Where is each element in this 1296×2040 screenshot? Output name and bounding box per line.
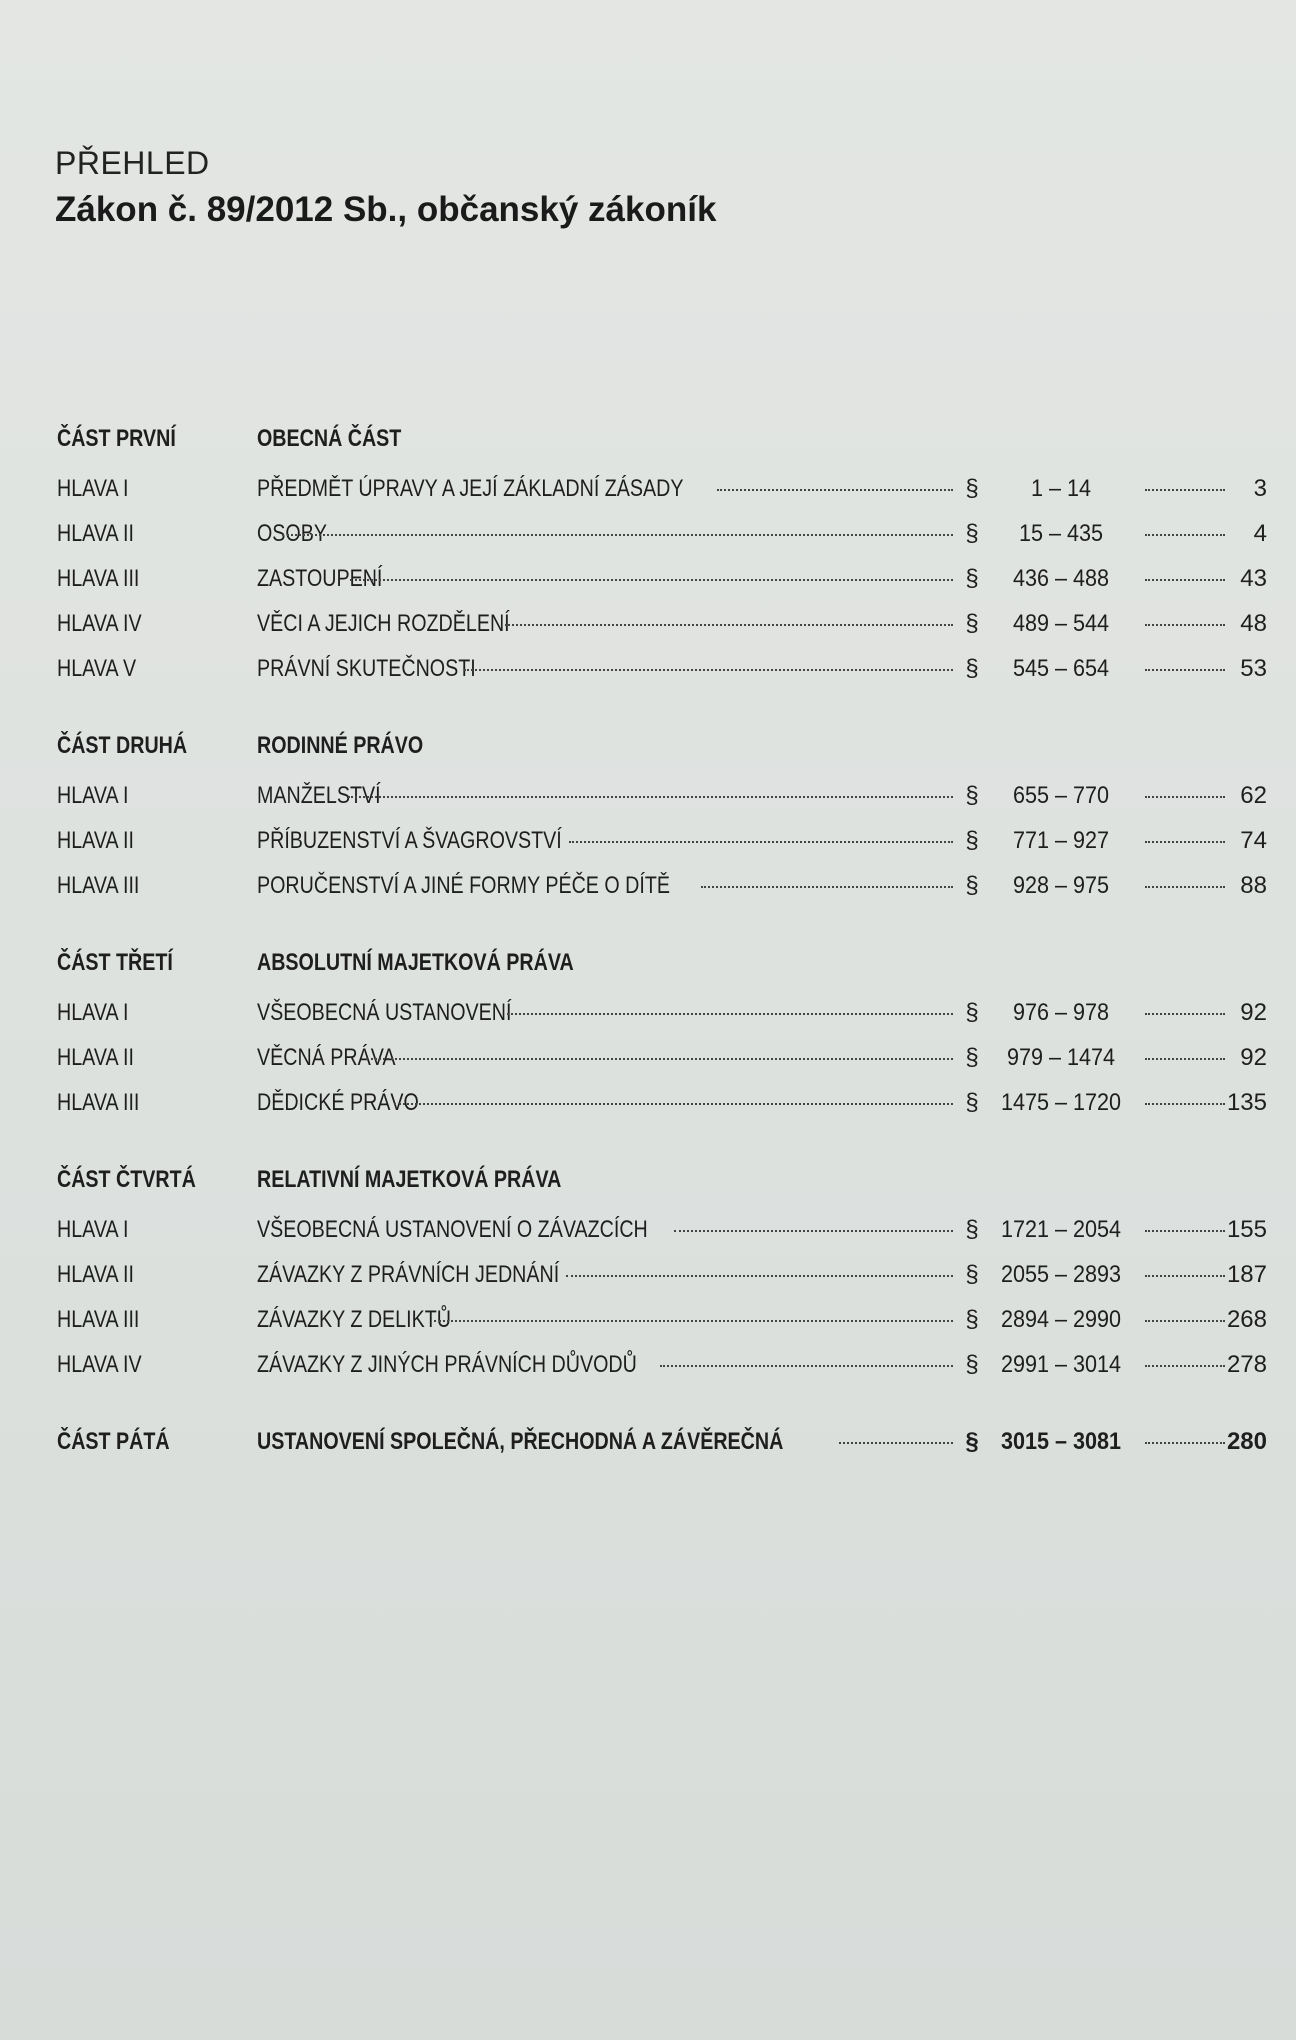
part-label: ČÁST DRUHÁ xyxy=(57,732,188,759)
entry-title-cell xyxy=(257,872,959,900)
part-title: RODINNÉ PRÁVO xyxy=(257,732,424,759)
entry-label: HLAVA II xyxy=(57,827,134,854)
dot-leader xyxy=(1145,1365,1225,1367)
entry-label: HLAVA IV xyxy=(57,610,142,637)
entry-label: ČÁST PÁTÁ xyxy=(57,1428,170,1455)
paragraph-range: 1 – 14 xyxy=(1030,475,1092,502)
dot-leader xyxy=(1145,1442,1225,1444)
dot-leader xyxy=(1145,579,1225,581)
page-number: 135 xyxy=(1226,1089,1267,1116)
entry-title-cell xyxy=(257,1306,959,1334)
entry-title-cell xyxy=(257,999,959,1027)
entry-title-cell xyxy=(257,565,959,593)
paragraph-range: 15 – 435 xyxy=(1018,520,1104,547)
entry-title-cell xyxy=(257,1261,959,1289)
dot-leader xyxy=(1145,489,1225,491)
part-heading xyxy=(57,732,1267,782)
entry-label: HLAVA II xyxy=(57,1261,134,1288)
chapter-entry xyxy=(57,1351,1267,1396)
entry-label: HLAVA III xyxy=(57,565,140,592)
part-heading xyxy=(57,949,1267,999)
chapter-entry xyxy=(57,999,1267,1044)
dot-leader xyxy=(1145,841,1225,843)
section-sign: § xyxy=(965,1044,979,1071)
dot-leader xyxy=(1145,1320,1225,1322)
part-heading xyxy=(57,425,1267,475)
dot-leader xyxy=(1145,1275,1225,1277)
section-sign: § xyxy=(965,1428,979,1455)
dot-leader xyxy=(1145,1013,1225,1015)
dot-leader xyxy=(507,1013,953,1015)
section-sign: § xyxy=(965,827,979,854)
chapter-entry xyxy=(57,827,1267,872)
part-title-cell xyxy=(257,425,1267,453)
dot-leader xyxy=(348,796,953,798)
entry-title: ZÁVAZKY Z DELIKTŮ xyxy=(257,1306,451,1333)
page-number: 278 xyxy=(1226,1351,1267,1378)
chapter-entry xyxy=(57,1306,1267,1351)
entry-label: HLAVA I xyxy=(57,475,129,502)
chapter-entry xyxy=(57,1089,1267,1134)
entry-title: VĚCNÁ PRÁVA xyxy=(257,1044,396,1071)
entry-label: HLAVA III xyxy=(57,1306,140,1333)
dot-leader xyxy=(717,489,953,491)
dot-leader xyxy=(1145,886,1225,888)
page-number: 62 xyxy=(1240,782,1267,809)
section-sign: § xyxy=(965,520,979,547)
chapter-entry xyxy=(57,1216,1267,1261)
chapter-entry xyxy=(57,872,1267,917)
entry-title-cell xyxy=(257,475,959,503)
page-number: 3 xyxy=(1253,475,1267,502)
entry-title: PORUČENSTVÍ A JINÉ FORMY PÉČE O DÍTĚ xyxy=(257,872,670,899)
entry-label: HLAVA V xyxy=(57,655,137,682)
part-title-cell xyxy=(257,732,1267,760)
part-title: RELATIVNÍ MAJETKOVÁ PRÁVA xyxy=(257,1166,562,1193)
entry-title: ZÁVAZKY Z JINÝCH PRÁVNÍCH DŮVODŮ xyxy=(257,1351,637,1378)
entry-title: VĚCI A JEJICH ROZDĚLENÍ xyxy=(257,610,510,637)
section-sign: § xyxy=(965,565,979,592)
page-number: 155 xyxy=(1226,1216,1267,1243)
paragraph-range: 2055 – 2893 xyxy=(1000,1261,1122,1288)
page-number: 4 xyxy=(1253,520,1267,547)
entry-title: VŠEOBECNÁ USTANOVENÍ xyxy=(257,999,512,1026)
page-number: 280 xyxy=(1226,1428,1267,1455)
dot-leader xyxy=(701,886,953,888)
dot-leader xyxy=(660,1365,953,1367)
part-title-cell xyxy=(257,949,1267,977)
page-number: 92 xyxy=(1240,1044,1267,1071)
entry-title: ZASTOUPENÍ xyxy=(257,565,383,592)
section-sign: § xyxy=(965,1351,979,1378)
section-sign: § xyxy=(965,999,979,1026)
table-of-contents xyxy=(57,425,1267,1510)
section-sign: § xyxy=(965,1216,979,1243)
part-title: OBECNÁ ČÁST xyxy=(257,425,402,452)
page-number: 48 xyxy=(1240,610,1267,637)
entry-title-cell xyxy=(257,827,959,855)
paragraph-range: 2894 – 2990 xyxy=(1000,1306,1122,1333)
entry-title-cell xyxy=(257,610,959,638)
chapter-entry xyxy=(57,782,1267,827)
toc-section xyxy=(57,1166,1267,1396)
part-heading xyxy=(57,1166,1267,1216)
entry-title-cell xyxy=(257,655,959,683)
section-sign: § xyxy=(965,872,979,899)
paragraph-range: 1721 – 2054 xyxy=(1000,1216,1122,1243)
entry-title-cell xyxy=(257,1428,959,1456)
dot-leader xyxy=(566,1275,953,1277)
chapter-entry xyxy=(57,565,1267,610)
entry-label: HLAVA IV xyxy=(57,1351,142,1378)
chapter-entry xyxy=(57,1261,1267,1306)
chapter-entry xyxy=(57,610,1267,655)
section-sign: § xyxy=(965,1261,979,1288)
dot-leader xyxy=(464,669,953,671)
entry-title-cell xyxy=(257,1089,959,1117)
part-label: ČÁST PRVNÍ xyxy=(57,425,176,452)
entry-title-cell xyxy=(257,1044,959,1072)
entry-title-cell xyxy=(257,520,959,548)
dot-leader xyxy=(674,1230,953,1232)
chapter-entry xyxy=(57,520,1267,565)
entry-label: HLAVA I xyxy=(57,782,129,809)
entry-label: HLAVA I xyxy=(57,1216,129,1243)
dot-leader xyxy=(1145,796,1225,798)
entry-label: HLAVA II xyxy=(57,520,134,547)
dot-leader xyxy=(366,1058,953,1060)
entry-title: PŘÍBUZENSTVÍ A ŠVAGROVSTVÍ xyxy=(257,827,562,854)
page-number: 187 xyxy=(1226,1261,1267,1288)
dot-leader xyxy=(434,1320,954,1322)
paragraph-range: 771 – 927 xyxy=(1012,827,1110,854)
section-sign: § xyxy=(965,1306,979,1333)
entry-title: PRÁVNÍ SKUTEČNOSTI xyxy=(257,655,476,682)
dot-leader xyxy=(1145,1230,1225,1232)
section-sign: § xyxy=(965,610,979,637)
part-label: ČÁST TŘETÍ xyxy=(57,949,173,976)
page-number: 74 xyxy=(1240,827,1267,854)
chapter-entry xyxy=(57,655,1267,700)
entry-label: HLAVA III xyxy=(57,1089,140,1116)
chapter-entry xyxy=(57,1044,1267,1089)
chapter-entry xyxy=(57,475,1267,520)
section-sign: § xyxy=(965,655,979,682)
entry-title: MANŽELSTVÍ xyxy=(257,782,381,809)
paragraph-range: 3015 – 3081 xyxy=(1000,1428,1122,1455)
entry-title: ZÁVAZKY Z PRÁVNÍCH JEDNÁNÍ xyxy=(257,1261,560,1288)
entry-title-cell xyxy=(257,1351,959,1379)
entry-title-cell xyxy=(257,782,959,810)
dot-leader xyxy=(350,579,953,581)
part-label: ČÁST ČTVRTÁ xyxy=(57,1166,196,1193)
paragraph-range: 1475 – 1720 xyxy=(1000,1089,1122,1116)
part-entry xyxy=(57,1428,1267,1478)
entry-label: HLAVA I xyxy=(57,999,129,1026)
page-kicker: PŘEHLED xyxy=(55,145,210,181)
paragraph-range: 979 – 1474 xyxy=(1006,1044,1116,1071)
section-sign: § xyxy=(965,1089,979,1116)
part-title: ABSOLUTNÍ MAJETKOVÁ PRÁVA xyxy=(257,949,574,976)
paragraph-range: 928 – 975 xyxy=(1012,872,1110,899)
dot-leader xyxy=(394,1103,953,1105)
dot-leader xyxy=(839,1442,953,1444)
paragraph-range: 489 – 544 xyxy=(1012,610,1110,637)
paragraph-range: 545 – 654 xyxy=(1012,655,1110,682)
page-number: 92 xyxy=(1240,999,1267,1026)
section-sign: § xyxy=(965,475,979,502)
page-number: 88 xyxy=(1240,872,1267,899)
toc-section xyxy=(57,732,1267,917)
entry-title: OSOBY xyxy=(257,520,327,547)
dot-leader xyxy=(1145,1058,1225,1060)
entry-title: VŠEOBECNÁ USTANOVENÍ O ZÁVAZCÍCH xyxy=(257,1216,648,1243)
dot-leader xyxy=(1145,624,1225,626)
entry-title-cell xyxy=(257,1216,959,1244)
entry-title: PŘEDMĚT ÚPRAVY A JEJÍ ZÁKLADNÍ ZÁSADY xyxy=(257,475,684,502)
toc-section xyxy=(57,425,1267,700)
page-number: 268 xyxy=(1226,1306,1267,1333)
dot-leader xyxy=(1145,669,1225,671)
paragraph-range: 655 – 770 xyxy=(1012,782,1110,809)
page-number: 43 xyxy=(1240,565,1267,592)
toc-section-final xyxy=(57,1428,1267,1478)
entry-label: HLAVA II xyxy=(57,1044,134,1071)
dot-leader xyxy=(1145,1103,1225,1105)
paragraph-range: 976 – 978 xyxy=(1012,999,1110,1026)
dot-leader xyxy=(282,534,953,536)
page-title: Zákon č. 89/2012 Sb., občanský zákoník xyxy=(55,190,717,229)
section-sign: § xyxy=(965,782,979,809)
entry-title: USTANOVENÍ SPOLEČNÁ, PŘECHODNÁ A ZÁVĚREČNÁ xyxy=(257,1428,784,1455)
paragraph-range: 2991 – 3014 xyxy=(1000,1351,1122,1378)
dot-leader xyxy=(505,624,953,626)
dot-leader xyxy=(1145,534,1225,536)
entry-label: HLAVA III xyxy=(57,872,140,899)
dot-leader xyxy=(569,841,953,843)
entry-title: DĚDICKÉ PRÁVO xyxy=(257,1089,419,1116)
page-number: 53 xyxy=(1240,655,1267,682)
part-title-cell xyxy=(257,1166,1267,1194)
paragraph-range: 436 – 488 xyxy=(1012,565,1110,592)
toc-section xyxy=(57,949,1267,1134)
